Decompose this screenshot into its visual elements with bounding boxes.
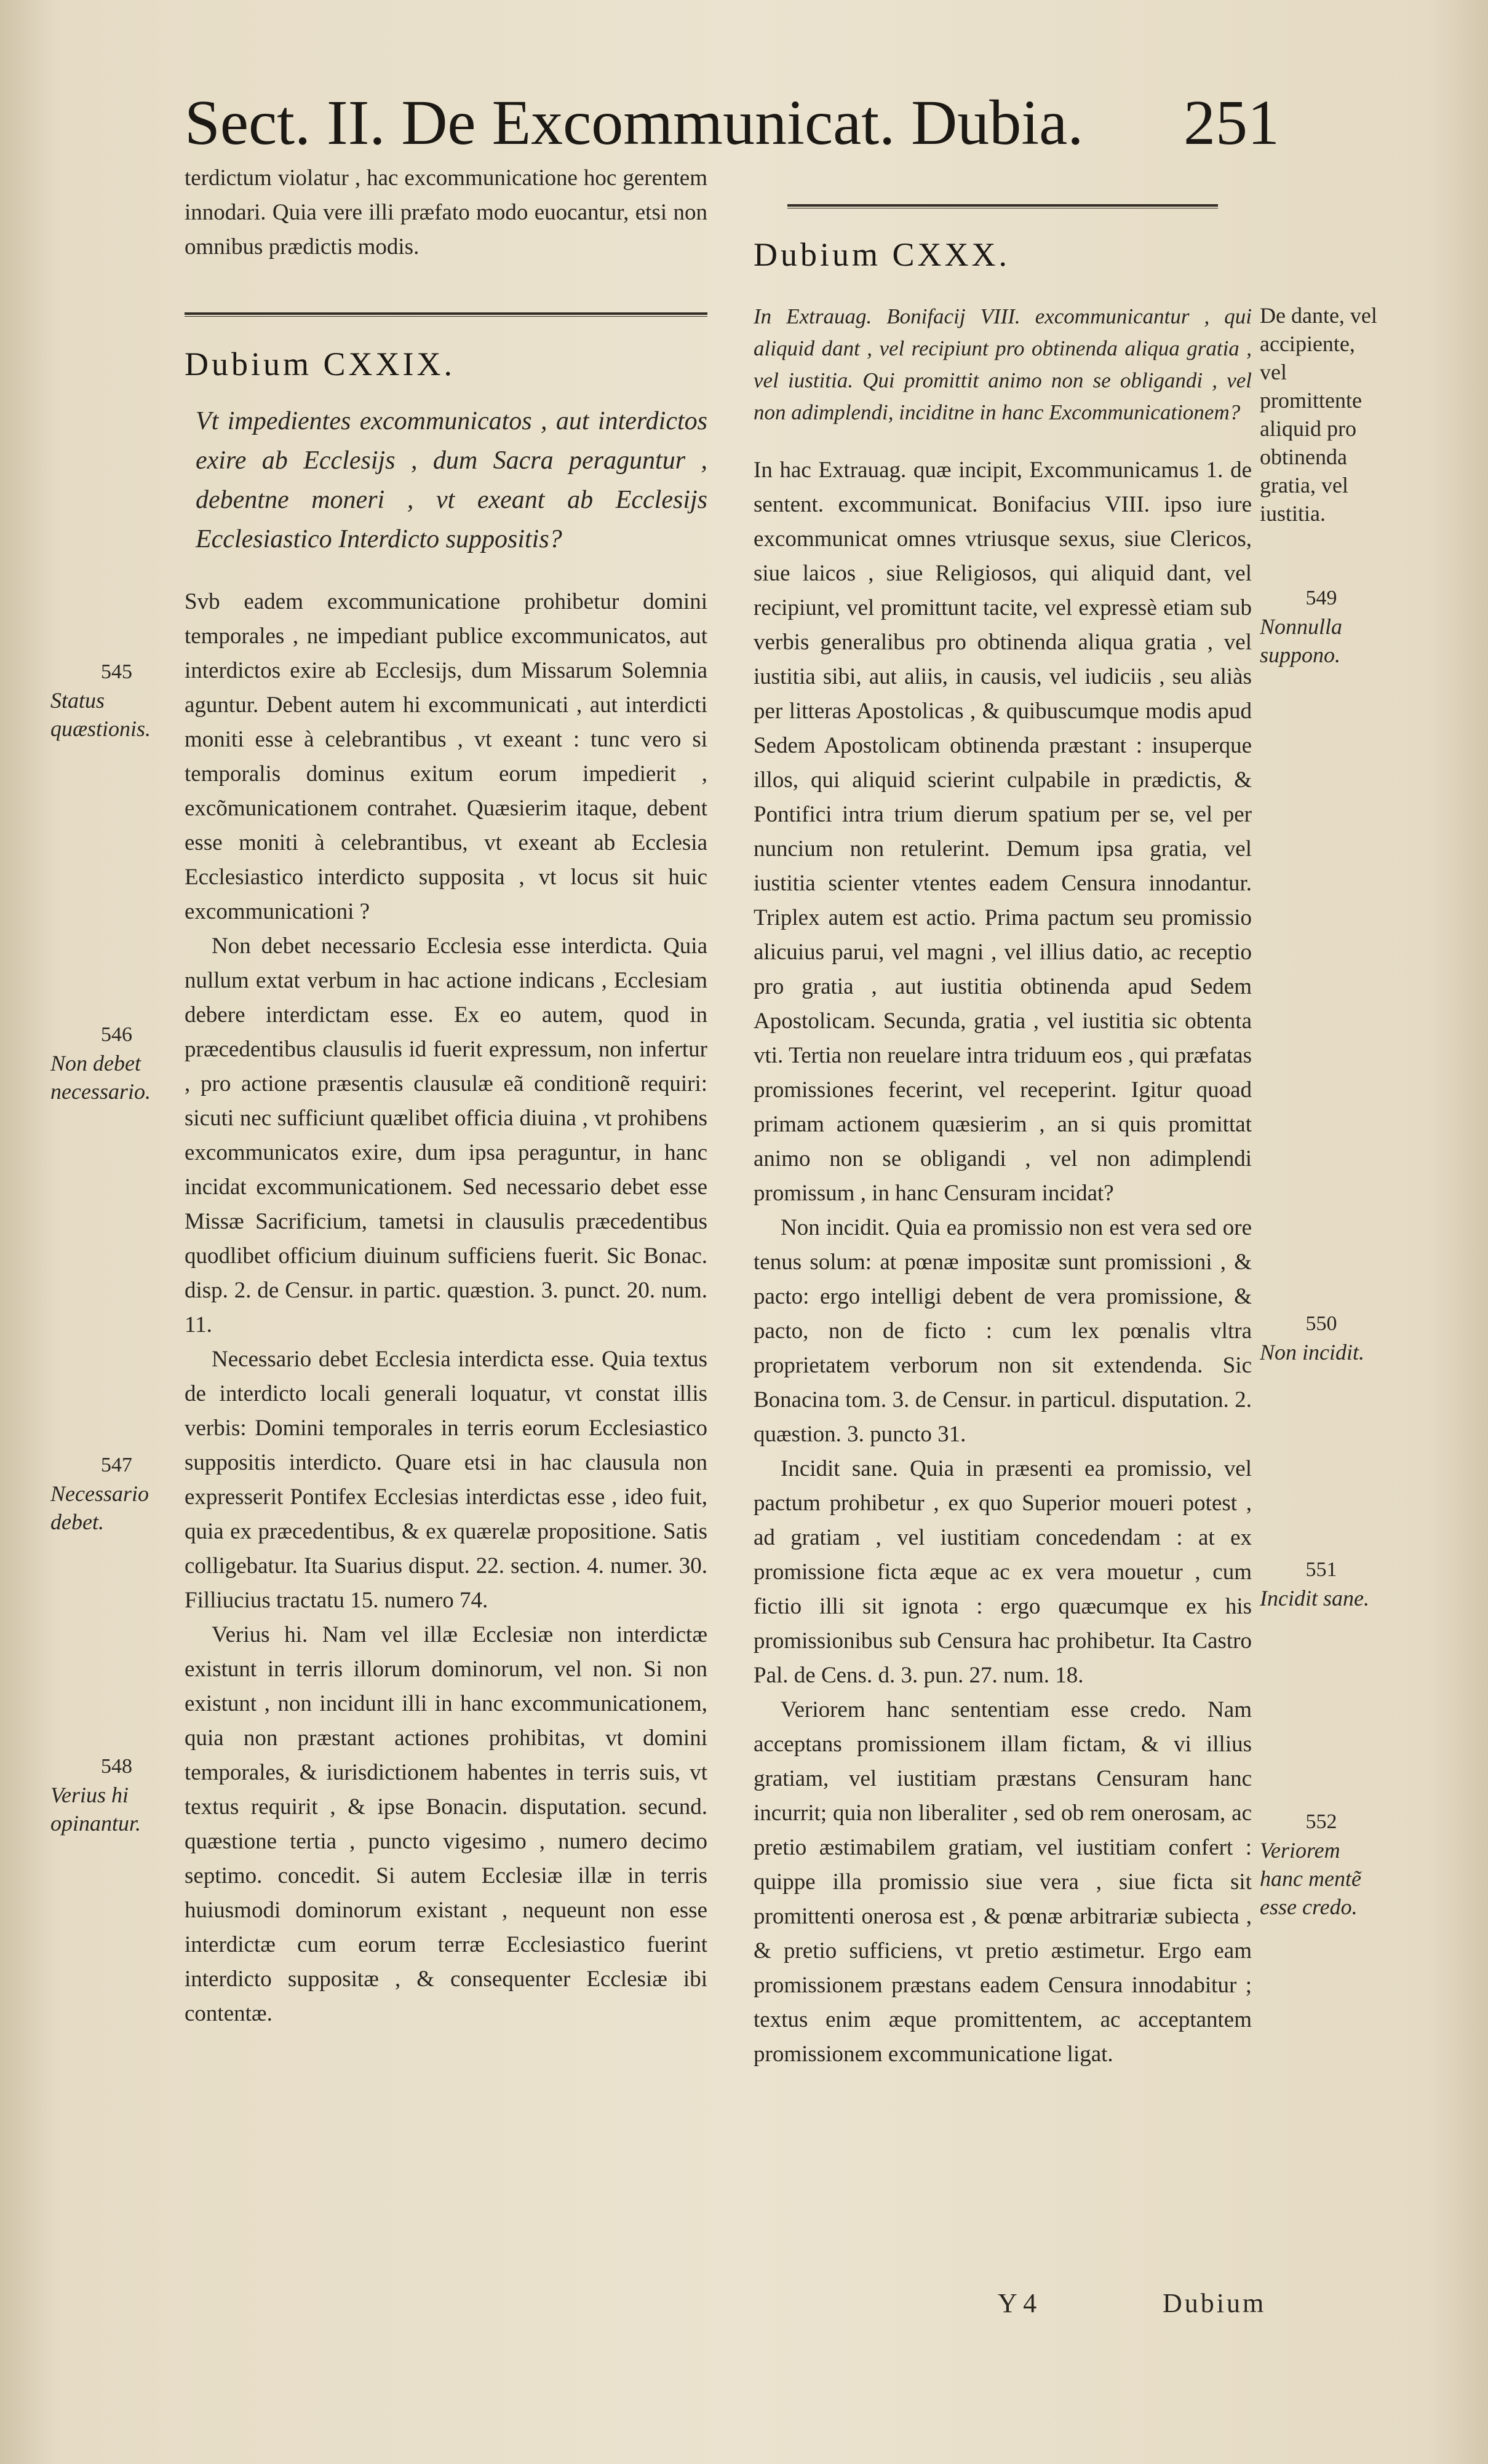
paragraph: Incidit sane. Quia in præsenti ea promissio, vel pactum prohibetur , ex quo Superior moueri potest , ad gratiam , vel iustitiam concedendam : at ex promissione ficta æque ac ex vera mouetur , cum fictio illi sit ignota : ergo quæcumque ex his promissionibus sub Censura hac prohibetur. Ita Castro Pal. de Cens. d. 3. pun. 27. num. 18.: [754, 1456, 1252, 1688]
margin-note: [50, 1021, 183, 1106]
margin-text: Status quæstionis.: [50, 688, 151, 741]
paragraph: In hac Extrauag. quæ incipit, Excommunicamus 1. de sentent. excommunicat. Bonifacius VIII. ipso iure excommunicat omnes vtriusque sexus, siue Clericos, siue laicos , siue Religiosos, qui aliquid dant, vel recipiunt, vel promittunt tacite, vel expressè etiam sub verbis generalibus pro obtinenda aliqua gratia , vel iustitia sibi, aut aliis, in causis, vel iudiciis , seu aliàs per litteras Apostolicas , & quibuscumque modis apud Sedem Apostolicam obtinenda præstant : insuperque illos, qui aliquid scierint culpabile in prædictis, & Pontifici intra trium dierum spatium per se, vel per nuncium non retulerint. Demum ipsa gratia, vel iustitia scienter vtentes eadem Censura innodantur. Triplex autem est actio. Prima pactum seu promissio alicuius parui, vel magni , vel illius datio, ac receptio pro gratia , aut iustitia obtinenda apud Sedem Apostolicam. Secunda, gratia , vel iustitia sic obtenta vti. Tertia non reuelare intra triduum eos , qui præfatas promissiones fecerint, vel receperint. Igitur quoad primam actionem quæsierim , an si quis promittat animo non se obligandi , vel non adimplendi promissum , in hanc Censuram incidat?: [754, 458, 1252, 1206]
margin-number: 551: [1305, 1558, 1337, 1581]
dubium-question: In Extrauag. Bonifacij VIII. excommunicantur , qui aliquid dant , vel recipiunt pro obtinenda aliqua gratia , vel iustitia. Qui promittit animo non se obligandi , vel non adimplendi, inciditne in hanc Excommunicationem?: [754, 304, 1252, 424]
margin-number: 549: [1305, 587, 1337, 609]
margin-note: [1260, 584, 1383, 669]
margin-note: [1260, 1556, 1383, 1612]
paragraph: Svb eadem excommunicatione prohibetur domini temporales , ne impediant publice excommunicatos, aut interdictos exire ab Ecclesijs, dum Missarum Solemnia aguntur. Debent autem hi excommunicati , aut interdicti moniti esse à celebrantibus , vt exeant : tunc vero si temporalis dominus exitum eorum impedierit , excõmunicationem contrahet. Quæsierim itaque, debent esse moniti à celebrantibus, vt exeant ab Ecclesia Ecclesiastico interdicto supposita , vt locus sit huic excommunicationi ?: [185, 589, 707, 924]
paragraph: Veriorem hanc sententiam esse credo. Nam acceptans promissionem illam fictam, & vi illius gratiam, vel iustitiam præstans Censuram hanc incurrit; quia non liberaliter , sed ob rem onerosam, ac pretio æstimabilem gratiam, vel iustitiam confert : quippe illa promissio siue vera , siue ficta sit promittenti onerosa est , & pœnæ arbitrariæ subiecta , & pretio sufficiens, vt pretio æstimetur. Ergo eam promissionem præstans eadem Censura innodabitur ; textus enim æque promittentem, ac acceptantem promissionem excommunicatione ligat.: [754, 1697, 1252, 2067]
margin-note: [50, 1451, 183, 1536]
running-header: [185, 80, 1279, 166]
paragraph: Necessario debet Ecclesia interdicta esse. Quia textus de interdicto locali generali loquatur, vt constat illis verbis: Domini temporales in terris eorum Ecclesiastico suppositis interdicto. Quare etsi in hac clausula non expresserit Pontifex Ecclesias interdictas esse , ideo fuit, quia ex præcedentibus, & ex quærelæ propositione. Satis colligebatur. Ita Suarius disput. 22. section. 4. numer. 30. Filliucius tractatu 15. numero 74.: [185, 1347, 707, 1613]
margin-text: Necessario debet.: [50, 1481, 149, 1534]
margin-number: 546: [101, 1023, 132, 1046]
continuation-text: terdictum violatur , hac excommunicatione hoc gerentem innodari. Quia vere illi præfato modo euocantur, etsi non omnibus prædictis modis.: [185, 165, 707, 259]
margin-note: [50, 1753, 183, 1837]
margin-text: Non incidit.: [1260, 1340, 1364, 1365]
right-column: [754, 161, 1252, 2072]
section-rule: [787, 204, 1218, 208]
margin-number: 550: [1305, 1312, 1337, 1335]
margin-text: Non debet necessario.: [50, 1051, 151, 1104]
paragraph: Verius hi. Nam vel illæ Ecclesiæ non interdictæ existunt in terris illorum dominorum, vel non. Si non existunt , non incidunt illi in hanc excommunicationem, quia non præstant actiones prohibitas, vt domini temporales, & iurisdictionem habentes in terris suis, vt textus requirit , & ipse Bonacin. disputation. secund. quæstione tertia , puncto vigesimo , numero decimo septimo. concedit. Si autem Ecclesiæ illæ in terris huiusmodi dominorum existant , nequeunt non esse interdictæ cum eorum terræ Ecclesiastico fuerint interdicto suppositæ , & consequenter Ecclesiæ ibi contentæ.: [185, 1622, 707, 2026]
margin-text: De dante, vel accipiente, vel promittente aliquid pro obtinenda gratia, vel iustitia.: [1260, 303, 1377, 526]
margin-number: 548: [101, 1755, 132, 1778]
page-number: 251: [1184, 87, 1279, 158]
margin-text: Incidit sane.: [1260, 1586, 1369, 1610]
paragraph: Non incidit. Quia ea promissio non est vera sed ore tenus solum: at pœnæ impositæ sunt promissioni , & pacto: ergo intelligi debent de vera promissione, & pacto, non de ficto : cum lex pœnalis vltra proprietatem verborum non sit extendenda. Sic Bonacina tom. 3. de Censur. in particul. disputation. 2. quæstion. 3. puncto 31.: [754, 1215, 1252, 1447]
dubium-question: Vt impedientes excommunicatos , aut interdictos exire ab Ecclesijs , dum Sacra peraguntur , debentne moneri , vt exeant ab Ecclesijs Ecclesiastico Interdicto suppositis?: [196, 407, 707, 553]
left-column: [185, 161, 707, 2031]
dubium-heading: Dubium CXXX.: [754, 236, 1011, 273]
running-title: Sect. II. De Excommunicat. Dubia.: [185, 87, 1084, 158]
margin-text: Verius hi opinantur.: [50, 1783, 141, 1836]
catchword: Dubium: [1163, 2288, 1267, 2318]
margin-text: Veriorem hanc mentẽ esse credo.: [1260, 1838, 1361, 1919]
margin-number: 545: [101, 660, 132, 683]
margin-number: 552: [1305, 1810, 1337, 1833]
margin-note: [50, 658, 183, 743]
signature-mark: Y 4: [998, 2288, 1037, 2318]
section-rule: [185, 312, 707, 317]
dubium-heading: Dubium CXXIX.: [185, 346, 455, 382]
margin-note: [1260, 1808, 1383, 1921]
margin-note: [1260, 301, 1383, 528]
margin-text: Nonnulla suppono.: [1260, 614, 1343, 667]
margin-number: 547: [101, 1454, 132, 1476]
margin-note: [1260, 1310, 1383, 1366]
paragraph: Non debet necessario Ecclesia esse interdicta. Quia nullum extat verbum in hac actione indicans , Ecclesiam debere interdictam esse. Ex eo autem, quod in præcedentibus clausulis id fuerit expressum, non infertur , pro actione præsentis clausulæ eã conditionẽ requiri: sicuti nec sufficiunt quælibet officia diuina , vt prohibens excommunicatos exire, dum ipsa peraguntur, in hanc incidat excommunicationem. Sed necessario debet esse Missæ Sacrificium, tametsi in clausulis præcedentibus quodlibet officium diuinum sufficiens fuerit. Sic Bonac. disp. 2. de Censur. in partic. quæstion. 3. punct. 20. num. 11.: [185, 933, 707, 1337]
